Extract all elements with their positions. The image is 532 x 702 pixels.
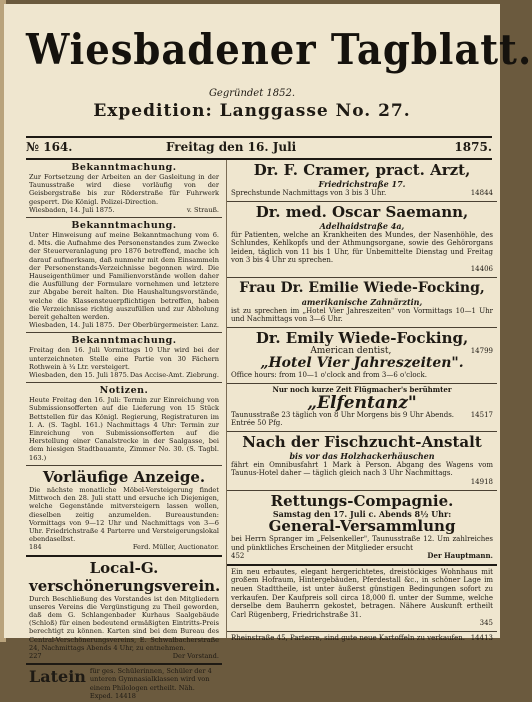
newspaper-page: [4, 4, 532, 700]
ad-fish-farm: [227, 432, 497, 491]
notice-signature: [29, 206, 219, 214]
notice-auction-wine: [26, 333, 222, 383]
ad-signer: Der Hauptmann.: [427, 551, 493, 561]
ad-subtitle: bis vor das Holzhackerhäuschen: [289, 450, 435, 461]
left-column: [26, 160, 222, 700]
issue-year: 1875.: [454, 140, 492, 154]
ad-footer: [231, 619, 493, 628]
notice-date: Wiesbaden, 14. Juli 1875.: [29, 205, 115, 214]
notices-section: [26, 383, 222, 466]
ad-subtitle-row: [231, 347, 493, 356]
ad-potatoes: [227, 632, 497, 646]
ad-signer: Ferd. Müller, Auctionator.: [132, 543, 219, 552]
ad-signer: Der Vorstand.: [172, 651, 219, 660]
announcement-title: Vorläufige Anzeige.: [42, 467, 206, 486]
announcement-signature: [29, 543, 219, 551]
notice-signer: v. Strauß.: [186, 205, 219, 214]
notice-title: Bekanntmachung.: [71, 220, 177, 232]
ad-number: 14418: [115, 691, 136, 700]
right-column: [226, 160, 497, 643]
ad-footer: [231, 189, 493, 198]
ad-footer: [231, 634, 493, 643]
ad-title: Nach der Fischzucht-Anstalt: [242, 432, 482, 451]
ad-body: Sprechstunde Nachmittags von 3 bis 3 Uhr.: [231, 189, 387, 197]
local-society-ad: [26, 557, 222, 666]
notice-gas-line: [26, 160, 222, 218]
notice-title: Bekanntmachung.: [71, 335, 177, 347]
ad-body: Taunusstraße 23 täglich von 8 Uhr Morgens bis 9 Uhr Abends. Entrée 50 Pfg.: [231, 410, 455, 428]
issue-date: Freitag den 16. Juli: [166, 140, 297, 154]
ad-subtitle: Friedrichstraße 17.: [318, 179, 406, 189]
notice-signature: [29, 321, 219, 329]
ad-subtitle: American dentist,: [310, 345, 392, 356]
ad-title: Dr. Emily Wiede-Focking,: [255, 328, 469, 347]
latin-text: für ges. Schülerinnen, Schüler der 4 unteren Gymnasialklassen wird von einem Philologen ertheilt. Näh. Exped.: [89, 667, 212, 700]
latin-title: Latein: [29, 667, 86, 687]
notice-signature: [29, 371, 219, 379]
ad-number: 14517: [470, 410, 493, 419]
ad-number: 184: [29, 543, 42, 552]
ad-title: „Elfentanz": [307, 392, 417, 413]
meeting-date: Samstag den 17. Juli c. Abends 8½ Uhr:: [272, 508, 452, 519]
society-title: Local-G. verschönerungsverein.: [29, 558, 221, 595]
ad-number: 452: [231, 552, 245, 561]
meeting-title: General-Versammlung: [268, 517, 456, 536]
founded-line: Gegründet 1852.: [208, 88, 296, 99]
ad-footer: [231, 411, 493, 428]
ad-body: Office hours: from 10—1 o'clock and from 3—6 o'clock.: [231, 371, 427, 380]
ad-number: 227: [29, 651, 42, 660]
latin-body: [90, 667, 219, 700]
ad-number: 14413: [470, 634, 493, 643]
ad-dr-cramer: [227, 160, 497, 202]
ad-body: bei Herrn Spranger im „Felsenkeller", Taunusstraße 12. Um zahlreiches und pünktliches Erscheinen der Mitglieder ersucht: [231, 535, 493, 552]
issue-bar: [26, 136, 492, 160]
latin-tuition-ad: [26, 665, 222, 702]
ad-title: Frau Dr. Emilie Wiede-Focking,: [239, 279, 485, 296]
ad-body: fährt ein Omnibusfahrt 1 Mark à Person. Abgang des Wagens vom Taunus-Hotel daher — täglich gleich nach 3 Uhr Nachmittags.: [231, 460, 493, 478]
ad-body: Ein neu erbautes, elegant hergerichtetes, dreistöckiges Wohnhaus mit großem Hofraum, Hintergebäuden, Pferdestall &c., in schöner Lage im neuen Stadttheile, ist unter äußerst günstigen Bedingungen sofort zu verkaufen. Der Kaufpreis soll circa 18,000 fl. unter der Summe, welche derselbe dem Bauherrn gekostet, betragen. Nähere Auskunft ertheilt Carl Rügenberg, Friedrichstraße 31.: [231, 567, 493, 619]
ad-house-sale: [227, 566, 497, 632]
hotel-name: „Hotel Vier Jahreszeiten".: [260, 355, 464, 372]
ad-footer: [231, 265, 493, 274]
notice-census: [26, 218, 222, 333]
ad-intro: Nur noch kurze Zeit Flügmacher's berühmter: [272, 384, 452, 394]
ad-subtitle: amerikanische Zahnärztin,: [301, 296, 423, 307]
expedition-address: Expedition: Langgasse No. 27.: [93, 101, 411, 121]
ad-footer: [231, 478, 493, 487]
preliminary-announcement: [26, 466, 222, 557]
society-body: Durch Beschließung des Vorstandes ist den Mitgliedern unseres Vereins die Vergünstigung zu Theil geworden, daß dem G. Schlangenbader Kurhaus Saalgebäude (Schloß) für einen bedeutend ermäßigten Eintritts-Preis berechtigt zu können. Karten sind bei dem Bureau des Central-Verschönerungsvereins, E. Schwalbacherstraße 24, Nachmittags Abends 4 Uhr, zu entnehmen.: [29, 594, 219, 652]
ad-title: Rettungs-Compagnie.: [270, 491, 454, 510]
notice-body: Zur Fortsetzung der Arbeiten an der Gasleitung in der Taunusstraße wird diese vorläufig von der Geisbergstraße bis zur Röderstraße für Fuhrwerk gesperrt. Die Königl. Polizei-Direction.: [29, 173, 219, 206]
notices-body: Heute Freitag den 16. Juli: Termin zur Einreichung von Submissionsofferten auf die Lieferung von 15 Stück Bettstellen für das Königl. Regierung, Registraturen im I. A. (S. Tagbl. 161.) Nachmittags 4 Uhr: Termin zur Einreichung von Submissionsofferten auf die Herstellung einer Canalstrecke in der Saalgasse, bei dem hiesigen Stadtbauamte, Zimmer No. 30. (S. Tagbl. 163.): [29, 396, 219, 462]
ad-title: Dr. F. Cramer, pract. Arzt,: [253, 161, 471, 179]
notice-signer: Das Accise-Amt. Ziebrung.: [129, 371, 219, 380]
ad-number: 14799: [470, 346, 493, 355]
announcement-body: Die nächste monatliche Möbel-Versteigerung findet Mittwoch den 28. Juli statt und ersuche ich Diejenigen, welche Gegenstände mitversteigern lassen wollen, dieselben zeitig anzumelden. Bureaustunden: Vormittags von 9—12 Uhr und Nachmittags von 3—6 Uhr. Friedrichstraße 4 Parterre und Versteigerungslokal ebendaselbst.: [29, 485, 219, 544]
notice-date: Wiesbaden, 14. Juli 1875.: [29, 321, 115, 330]
ad-number: 345: [479, 619, 493, 628]
society-signature: [29, 652, 219, 660]
newspaper-masthead: Wiesbadener Tagblatt.: [26, 25, 532, 74]
ad-elfentanz: [227, 384, 497, 432]
notice-body: Freitag den 16. Juli Vormittags 10 Uhr wird bei der unterzeichneten Stelle eine Partie von 30 Fächern Rothwein à ¼ Ltr. versteigert.: [29, 346, 219, 371]
ad-emily-wiede: [227, 328, 497, 384]
notices-title: Notizen.: [99, 385, 149, 397]
issue-number: № 164.: [26, 140, 73, 154]
ad-footer: [231, 552, 493, 561]
ad-body: für Patienten, welche an Krankheiten des Mundes, der Nasenhöhle, des Schlundes, Kehlkopfs und der Athmungsorgane, sowie des Gehörorgans leiden, täglich von 11 bis 1 Uhr, für Unbemittelte Dienstag und Freitag von 3 bis 4 Uhr zu sprechen.: [231, 230, 493, 265]
ad-body: ist zu sprechen im „Hotel Vier Jahreszeiten" von Vormittags 10—1 Uhr und Nachmittags von 3—6 Uhr.: [231, 306, 493, 324]
ad-title: Dr. med. Oscar Saemann,: [255, 202, 469, 221]
notice-signer: Der Oberbürgermeister. Lanz.: [118, 321, 219, 330]
ad-dr-saemann: [227, 202, 497, 278]
ad-number: 14406: [470, 264, 493, 273]
ad-number: 14918: [470, 477, 493, 486]
ad-subtitle: Adelhaidstraße 4a,: [319, 220, 405, 231]
ad-emilie-wiede: [227, 278, 497, 328]
notice-date: Wiesbaden, den 15. Juli 1875.: [29, 371, 129, 380]
ad-body: Rheinstraße 45, Parterre, sind gute neue Kartoffeln zu verkaufen.: [231, 634, 466, 643]
ad-number: 14844: [470, 189, 493, 197]
ad-rescue-company: [227, 491, 497, 566]
notice-body: Unter Hinweisung auf meine Bekanntmachung vom 6. d. Mts. die Aufnahme des Personenstandes zum Zwecke der Steuerveranlagung pro 1876 betreffend, mache ich darauf aufmerksam, daß nunmehr mit dem Einsammeln der Personenstands-Verzeichnisse begonnen wird. Die Hauseigenthümer und Familienvorstände wollen daher die Ausfüllung der Formulare vornehmen und letztere zur Abgabe bereit halten. Die Haushaltungsvorstände, welche die Klassensteuerpflichtigen betreffen, haben die Verzeichnisse richtig auszufüllen und zur Abholung bereit gehalten werden.: [29, 231, 219, 322]
notice-title: Bekanntmachung.: [71, 162, 177, 173]
